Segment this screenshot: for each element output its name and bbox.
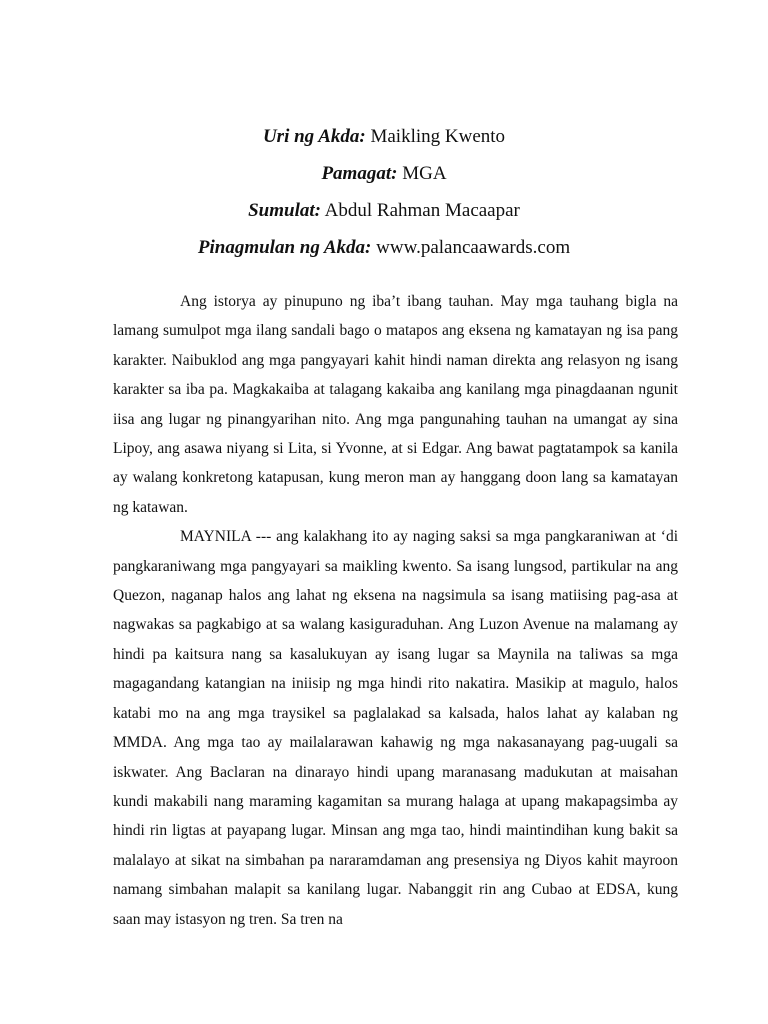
document-body (113, 287, 678, 934)
source-line (0, 229, 768, 266)
body-paragraph: MAYNILA --- ang kalakhang ito ay naging saksi sa mga pangkaraniwan at ‘di pangkaraniwang mga pangyayari sa maikling kwento. Sa isang lungsod, partikular na ang Quezon, naganap halos ang lahat ng eksena na nagsimula sa isang matiising pag-asa at nagwakas sa pagkabigo at sa walang kasiguraduhan. Ang Luzon Avenue na malamang ay hindi pa kaitsura nang sa kasalukuyan ay isang lugar sa Maynila na taliwas sa mga magagandang katangian na iniisip ng mga hindi rito nakatira. Masikip at magulo, halos katabi mo na ang mga traysikel sa paglalakad sa kalsada, halos lahat ay kalaban ng MMDA. Ang mga tao ay mailalarawan kahawig ng mga nakasanayang pag-uugali sa iskwater. Ang Baclaran na dinarayo hindi upang maranasang madukutan at maisahan kundi makabili nang maraming kagamitan sa murang halaga at upang makapagsimba ay hindi rin ligtas at payapang lugar. Minsan ang mga tao, hindi maintindihan kung bakit sa malalayo at sikat na simbahan pa nararamdaman ang presensiya ng Diyos kahit mayroon namang simbahan malapit sa kanilang lugar. Nabanggit rin ang Cubao at EDSA, kung saan may istasyon ng tren. Sa tren na (113, 528, 678, 928)
title-label: Pamagat: (321, 163, 398, 184)
document-header (0, 118, 768, 266)
author-value: Abdul Rahman Macaapar (324, 200, 520, 221)
genre-value: Maikling Kwento (370, 126, 506, 147)
source-value: www.palancaawards.com (376, 237, 571, 258)
title-line (0, 155, 768, 192)
genre-label: Uri ng Akda: (262, 126, 366, 147)
genre-line (0, 118, 768, 155)
title-value: MGA (402, 163, 447, 184)
source-label: Pinagmulan ng Akda: (197, 237, 372, 258)
author-label: Sumulat: (248, 200, 321, 221)
body-paragraph: Ang istorya ay pinupuno ng iba’t ibang tauhan. May mga tauhang bigla na lamang sumulpot mga ilang sandali bago o matapos ang eksena ng kamatayan ng isa pang karakter. Naibuklod ang mga pangyayari kahit hindi naman direkta ang relasyon ng isang karakter sa iba pa. Magkakaiba at talagang kakaiba ang kanilang mga pinagdaanan ngunit iisa ang lugar ng pinangyarihan nito. Ang mga pangunahing tauhan na umangat ay sina Lipoy, ang asawa niyang si Lita, si Yvonne, at si Edgar. Ang bawat pagtatampok sa kanila ay walang konkretong katapusan, kung meron man ay hanggang doon lang sa kamatayan ng katawan. (113, 293, 678, 516)
author-line (0, 192, 768, 229)
